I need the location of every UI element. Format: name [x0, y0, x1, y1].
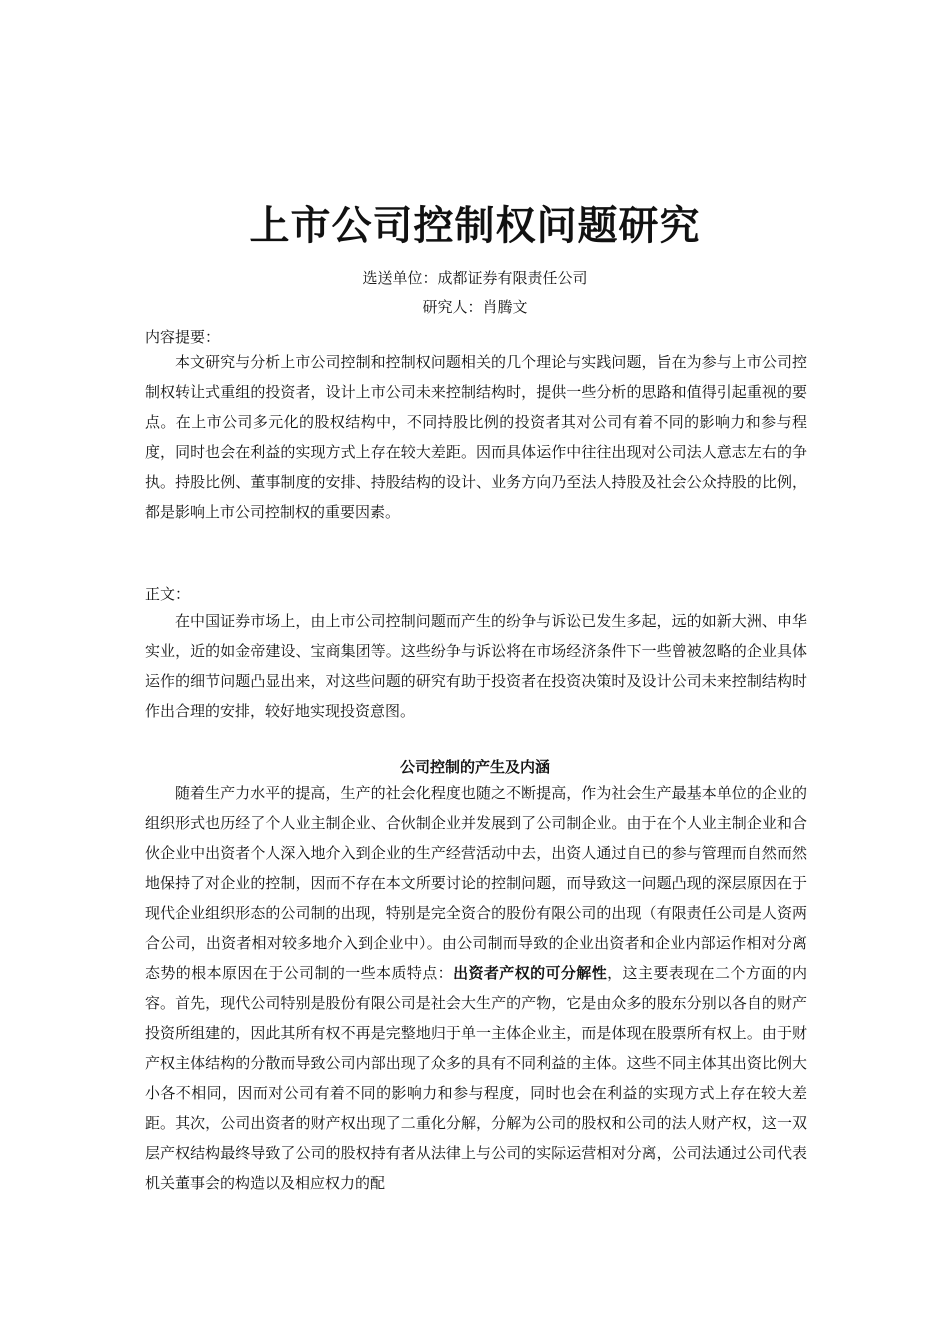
- body-label: 正文：: [145, 585, 191, 603]
- section-text-part2: ，这主要表现在二个方面的内容。首先，现代公司特别是股份有限公司是社会大生产的产物，它是由众多的股东分别以各自的财产投资所组建的，因此其所有权不再是完整地归于单一主体企业主，而是体现在股票所有权上。由于财产权主体结构的分散而导致公司内部出现了众多的具有不同利益的主体。这些不同主体其出资比例大小各不相同，因而对公司有着不同的影响力和参与程度，同时也会在利益的实现方式上存在较大差距。其次，公司出资者的财产权出现了二重化分解，分解为公司的股权和公司的法人财产权，这一双层产权结构最终导致了公司的股权持有者从法律上与公司的实际运营相对分离，公司法通过公司代表机关董事会的构造以及相应权力的配: [145, 964, 807, 1192]
- submitting-unit: 选送单位：成都证券有限责任公司: [362, 269, 588, 287]
- section-paragraph: [145, 778, 807, 1198]
- section-heading: 公司控制的产生及内涵: [399, 758, 550, 776]
- intro-paragraph: 在中国证券市场上，由上市公司控制问题而产生的纷争与诉讼已发生多起，远的如新大洲、申华实业，近的如金帝建设、宝商集团等。这些纷争与诉讼将在市场经济条件下一些曾被忽略的企业具体运作的细节问题凸显出来，对这些问题的研究有助于投资者在投资决策时及设计公司未来控制结构时作出合理的安排，较好地实现投资意图。: [145, 612, 807, 720]
- abstract-paragraph: 本文研究与分析上市公司控制和控制权问题相关的几个理论与实践问题，旨在为参与上市公司控制权转让式重组的投资者，设计上市公司未来控制结构时，提供一些分析的思路和值得引起重视的要点。在上市公司多元化的股权结构中，不同持股比例的投资者其对公司有着不同的影响力和参与程度，同时也会在利益的实现方式上存在较大差距。因而具体运作中往往出现对公司法人意志左右的争执。持股比例、董事制度的安排、持股结构的设计、业务方向乃至法人持股及社会公众持股的比例，都是影响上市公司控制权的重要因素。: [145, 353, 807, 521]
- researcher-name: 研究人：肖腾文: [422, 298, 528, 316]
- section-emphasis: 出资者产权的可分解性: [453, 964, 608, 982]
- abstract-label: 内容提要：: [145, 328, 221, 346]
- section-text-part1: 随着生产力水平的提高，生产的社会化程度也随之不断提高，作为社会生产最基本单位的企业的组织形式也历经了个人业主制企业、合伙制企业并发展到了公司制企业。由于在个人业主制企业和合伙企业中出资者个人深入地介入到企业的生产经营活动中去，出资人通过自已的参与管理而自然而然地保持了对企业的控制，因而不存在本文所要讨论的控制问题，而导致这一问题凸现的深层原因在于现代企业组织形态的公司制的出现，特别是完全资合的股份有限公司的出现（有限责任公司是人资两合公司，出资者相对较多地介入到企业中）。由公司制而导致的企业出资者和企业内部运作相对分离态势的根本原因在于公司制的一些本质特点：: [145, 784, 807, 982]
- document-title: 上市公司控制权问题研究: [249, 203, 701, 249]
